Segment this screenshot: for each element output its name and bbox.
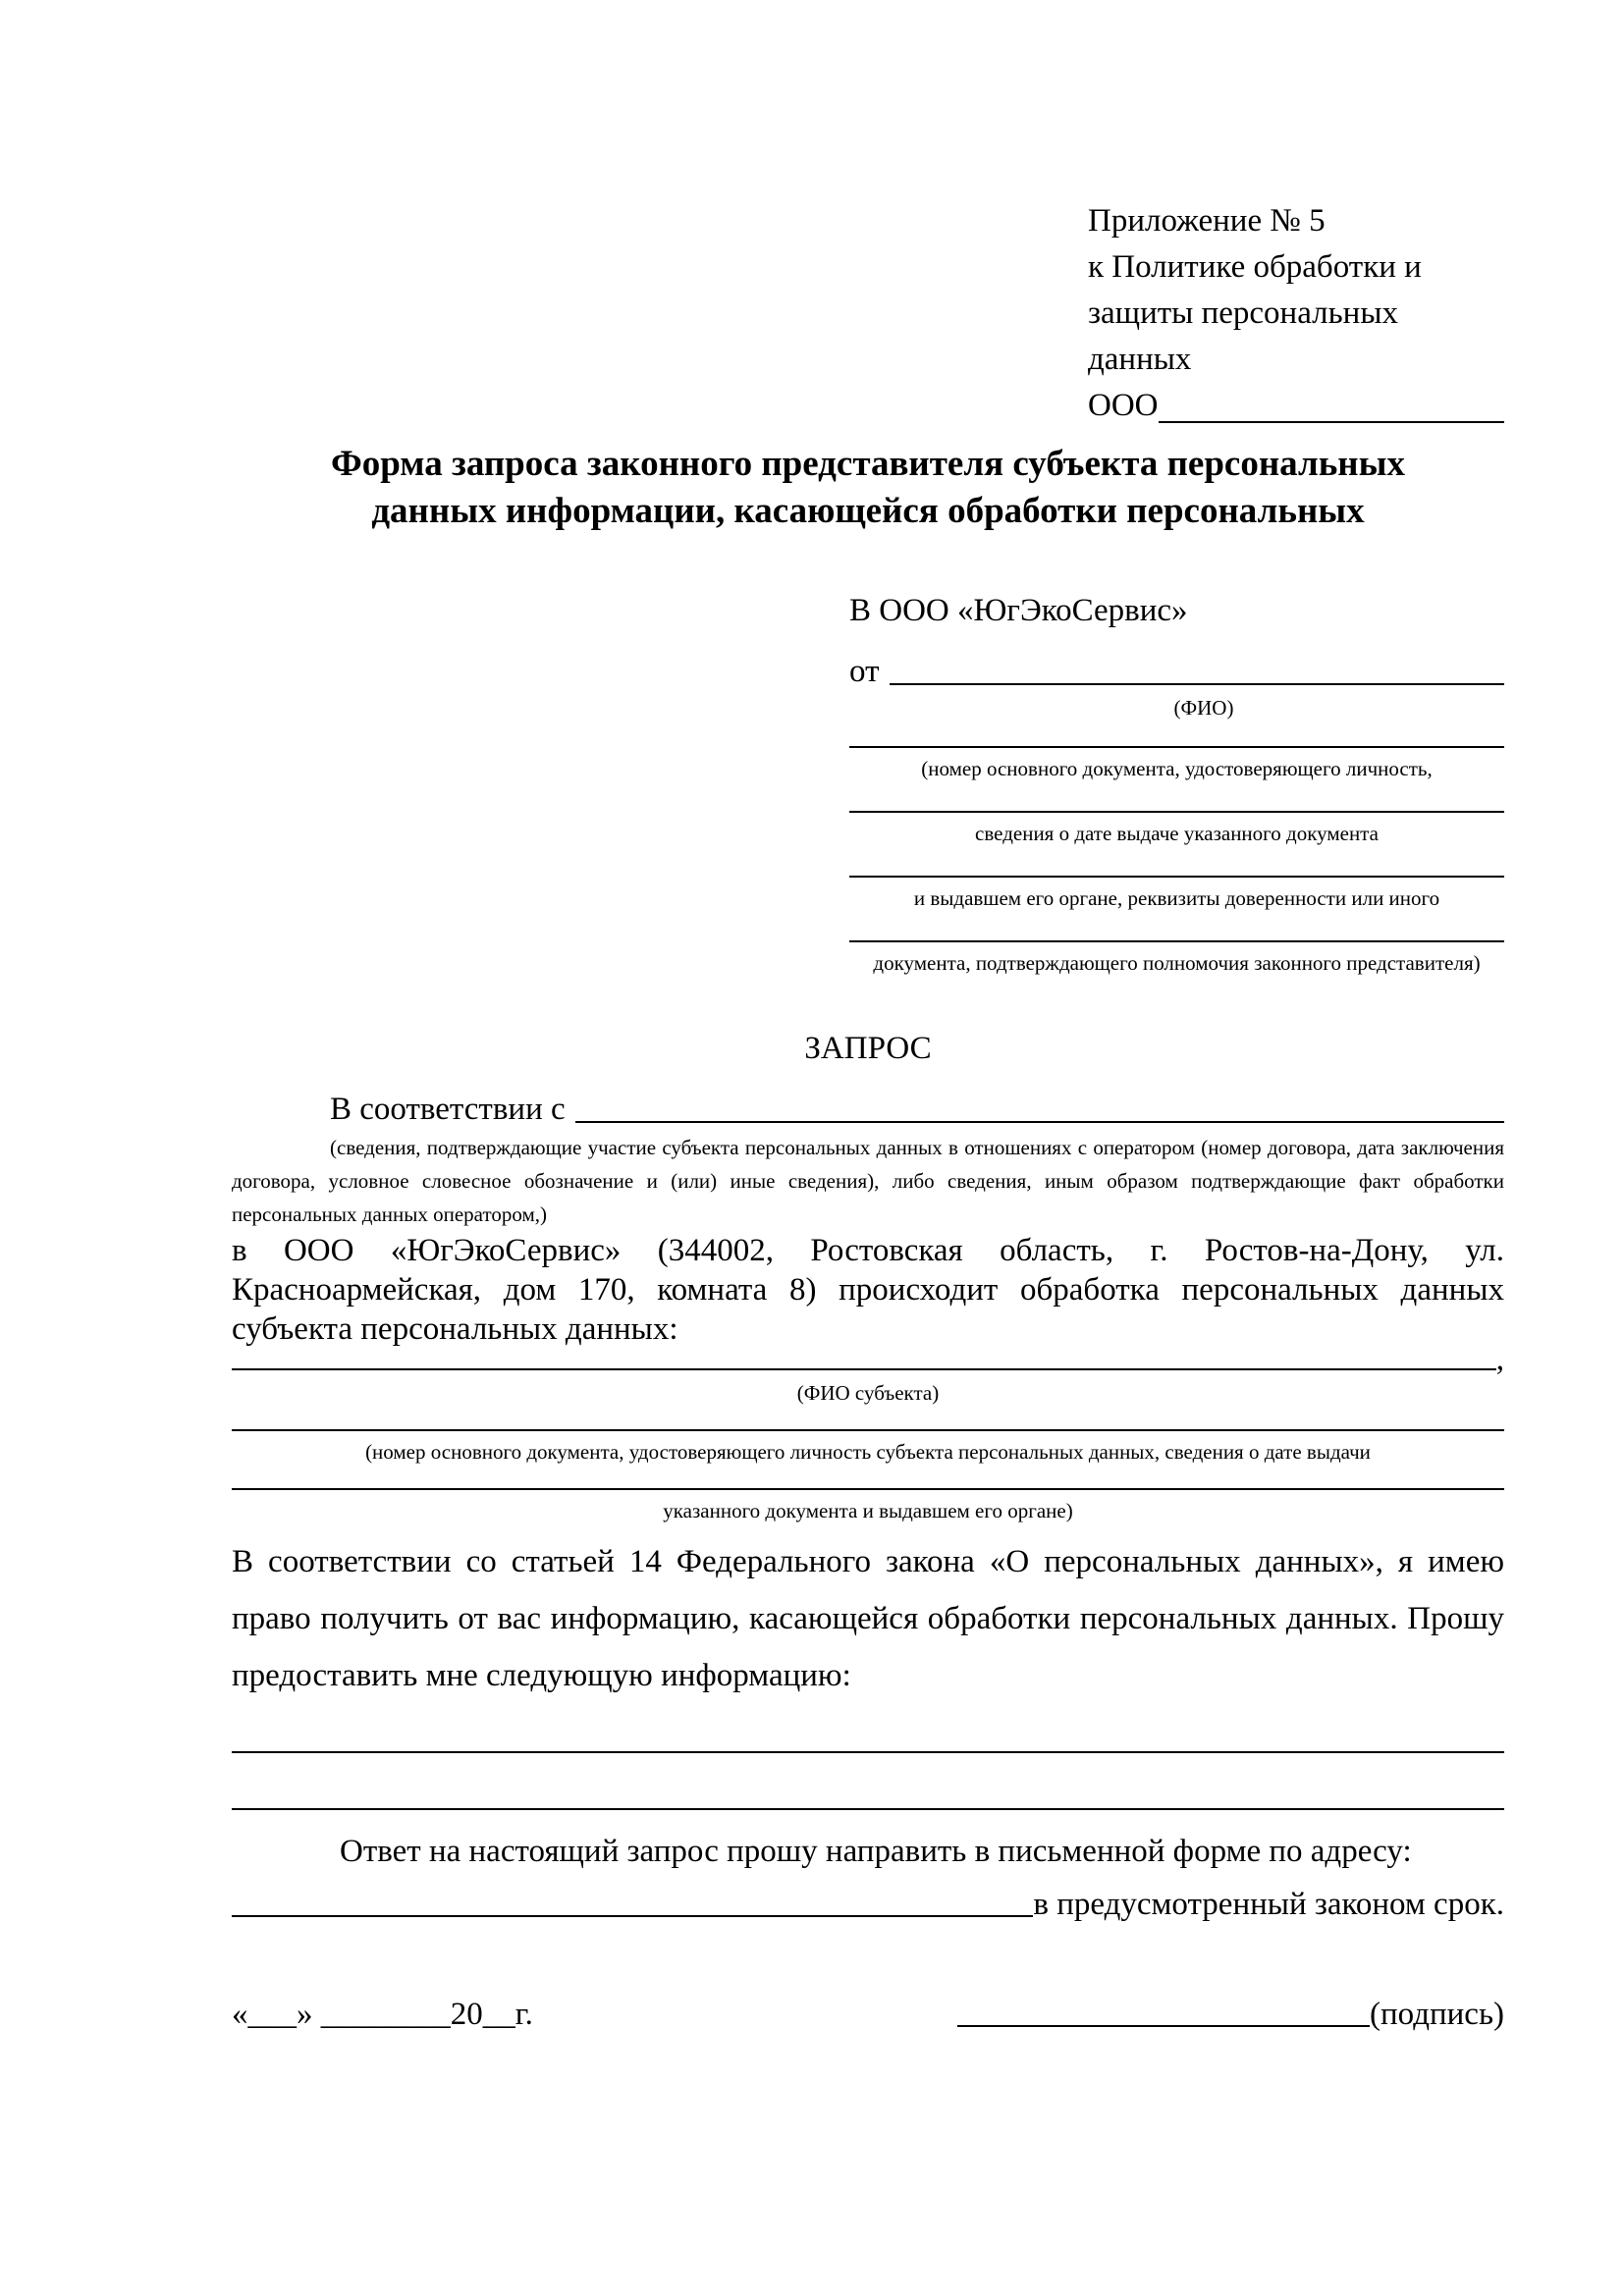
date-line: «___» ________20__г. <box>232 1997 533 2032</box>
field-caption-3: и выдавшем его органе, реквизиты доверенности или иного <box>913 886 1440 910</box>
from-blank-line <box>890 683 1505 685</box>
deadline-row <box>232 1885 1504 1924</box>
answer-paragraph: Ответ на настоящий запрос прошу направить в письменной форме по адресу: <box>340 1834 1412 1869</box>
fio-caption: (ФИО) <box>1173 696 1234 720</box>
subject-fio-row <box>232 1342 1504 1377</box>
field-caption-1: (номер основного документа, удостоверяющего личность, <box>921 757 1433 780</box>
from-row <box>849 652 1504 691</box>
address-blank-line <box>232 1915 1033 1917</box>
subject-doc-caption-2: указанного документа и выдавшем его органе) <box>663 1499 1073 1522</box>
info-blank-line-2 <box>232 1808 1504 1810</box>
subject-comma: , <box>1495 1342 1504 1377</box>
document-title-line-1: Форма запроса законного представителя субъекта персональных <box>330 444 1405 484</box>
document-title-line-2: данных информации, касающейся обработки персональных <box>371 491 1365 531</box>
subject-fio-caption: (ФИО субъекта) <box>796 1381 940 1405</box>
appendix-line-2: к Политике обработки и <box>1088 249 1422 285</box>
field-caption-2: сведения о дате выдаче указанного документа <box>975 822 1379 845</box>
appendix-line-1: Приложение № 5 <box>1088 203 1326 239</box>
document-title <box>232 441 1504 535</box>
law-paragraph: В соответствии со статьей 14 Федерального закона «О персональных данных», я имею право получить от вас информацию, касающейся обработки персональных данных. Прошу предоставить мне следующую информацию: <box>232 1544 1504 1693</box>
representative-doc-field-4 <box>849 940 1504 976</box>
basis-caption: (сведения, подтверждающие участие субъекта персональных данных в отношениях с оператором (номер договора, дата заключения договора, условное словесное обозначение и (или) иные сведения), либо сведения, иным образом подтверждающие факт обработки персональных данных оператором,) <box>232 1136 1504 1226</box>
field-caption-4: документа, подтверждающего полномочия законного представителя) <box>873 951 1481 975</box>
request-heading: ЗАПРОС <box>804 1031 932 1066</box>
representative-doc-field-1 <box>849 746 1504 781</box>
subject-doc-blank-line-1 <box>232 1429 1504 1431</box>
ooo-label: ООО <box>1088 388 1159 423</box>
ooo-blank-line <box>1159 421 1505 423</box>
representative-doc-field-3 <box>849 876 1504 911</box>
from-label: от <box>849 654 880 689</box>
blank-line <box>849 940 1504 942</box>
recipient-to: В ООО «ЮгЭкоСервис» <box>849 593 1188 628</box>
operator-paragraph: в ООО «ЮгЭкоСервис» (344002, Ростовская область, г. Ростов-на-Дону, ул. Красноармейская, дом 170, комната 8) происходит обработка персональных данных субъекта персональных данных: <box>232 1233 1504 1347</box>
blank-line <box>849 746 1504 748</box>
accordance-row <box>232 1090 1504 1129</box>
info-blank-line-1 <box>232 1751 1504 1753</box>
subject-doc-blank-line-2 <box>232 1488 1504 1490</box>
appendix-line-3: защиты персональных данных <box>1088 295 1398 377</box>
subject-fio-blank-line <box>232 1368 1496 1370</box>
appendix-block <box>1088 198 1504 429</box>
page-content <box>232 0 1504 2034</box>
deadline-text: в предусмотренный законом срок. <box>1033 1887 1504 1922</box>
subject-doc-caption-1: (номер основного документа, удостоверяющего личность субъекта персональных данных, сведения о дате выдачи <box>365 1440 1371 1464</box>
accordance-blank-line <box>575 1121 1504 1123</box>
accordance-label: В соответствии с <box>330 1092 566 1127</box>
signature-caption: (подпись) <box>1370 1997 1504 2032</box>
appendix-ooo-row <box>1088 383 1504 429</box>
footer-row <box>232 1995 1504 2034</box>
signature-blank-line <box>957 2025 1370 2027</box>
blank-line <box>849 876 1504 878</box>
blank-line <box>849 811 1504 813</box>
recipient-block <box>849 591 1504 976</box>
representative-doc-field-2 <box>849 811 1504 846</box>
